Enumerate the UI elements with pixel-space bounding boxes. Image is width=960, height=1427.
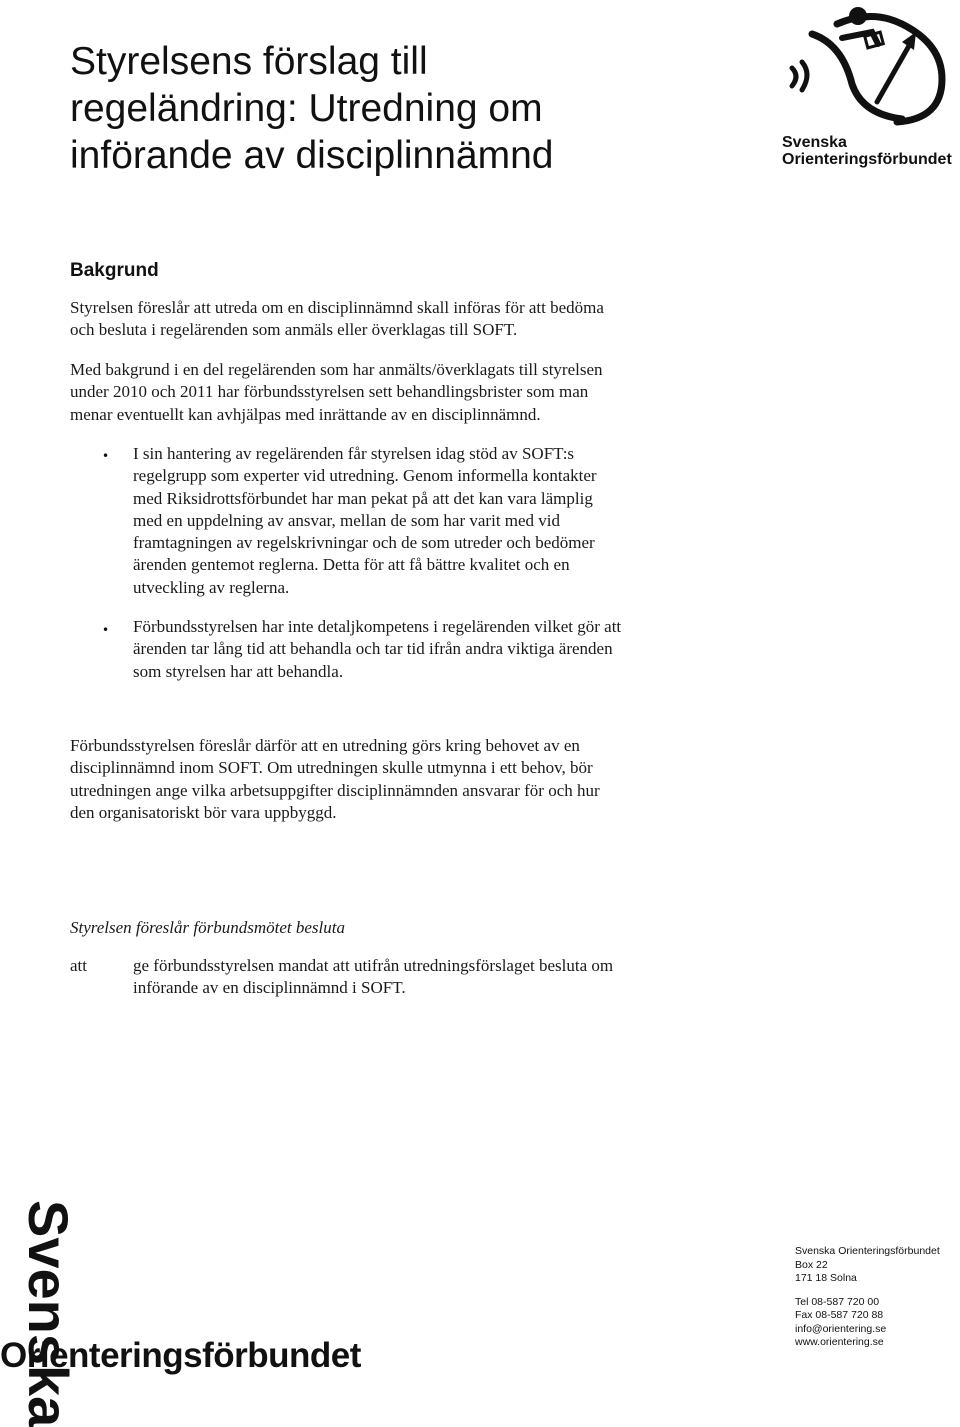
text-line: utveckling av reglerna. [133, 577, 290, 597]
proposal-heading: Styrelsen föreslår förbundsmötet besluta [70, 918, 345, 937]
footer-org-wordmark: Orienteringsförbundet [0, 1336, 361, 1375]
org-logo [780, 4, 960, 174]
footer-contact-block [795, 1245, 960, 1350]
section-heading: Bakgrund [70, 260, 159, 281]
email: info@orientering.se [795, 1322, 887, 1335]
bullet-item-2 [133, 616, 773, 683]
title-line: införande av disciplinnämnd [70, 134, 554, 177]
text-line: disciplinnämnd inom SOFT. Om utredningen skulle utmynna i ett behov, bör [70, 758, 593, 778]
org-name: Svenska Orienteringsförbundet [795, 1245, 940, 1257]
proposal-keyword: att [70, 956, 87, 975]
text-line: under 2010 och 2011 har förbundsstyrelsen sett behandlingsbrister som man [70, 382, 589, 402]
text-line: menar eventuellt kan avhjälpas med inrättande av en disciplinnämnd. [70, 404, 541, 424]
text-line: regelgrupp som experter vid utredning. Genom informella kontakter [133, 466, 597, 486]
text-line: med Riksidrottsförbundet har man pekat på att det kan vara lämplig [133, 488, 593, 508]
footer-vertical-wordmark: Svenska [17, 1200, 80, 1427]
logo-line: Orienteringsförbundet [782, 151, 952, 168]
text-line: Med bakgrund i en del regelärenden som har anmälts/överklagats till styrelsen [70, 360, 603, 379]
text-line: den organisatoriskt bör vara uppbyggd. [70, 802, 337, 822]
text-line: framtagningen av regelskrivningar och de som utreder och bedömer [133, 533, 595, 553]
spacer [795, 1286, 960, 1296]
bullet-marker: • [102, 623, 110, 637]
title-line: Styrelsens förslag till [70, 40, 428, 83]
bullet-item-1 [133, 443, 773, 599]
phone: Tel 08-587 720 00 [795, 1295, 880, 1308]
text-line: ärenden tar lång tid att behandla och tar tid ifrån andra viktiga ärenden [133, 639, 613, 659]
title-line: regeländring: Utredning om [70, 87, 543, 130]
logo-wordmark [782, 134, 952, 168]
text-line: Styrelsen föreslår att utreda om en disciplinnämnd skall införas för att bedöma [70, 298, 604, 317]
paragraph-proposal-reason [70, 735, 710, 824]
bullet-marker: • [102, 449, 110, 463]
text-line: Förbundsstyrelsen föreslår därför att en utredning görs kring behovet av en [70, 736, 580, 755]
text-line: införande av en disciplinnämnd i SOFT. [133, 978, 406, 998]
fax: Fax 08-587 720 88 [795, 1309, 884, 1321]
text-line: med en uppdelning av ansvar, mellan de som har varit med vid [133, 510, 561, 530]
paragraph-intro [70, 297, 710, 342]
text-line: I sin hantering av regelärenden får styrelsen idag stöd av SOFT:s [133, 444, 575, 463]
text-line: utredningen ange vilka arbetsuppgifter disciplinnämnden ansvarar för och hur [70, 780, 600, 800]
text-line: som styrelsen har att behandla. [133, 661, 344, 681]
website: www.orientering.se [795, 1336, 884, 1348]
text-line: Förbundsstyrelsen har inte detaljkompetens i regelärenden vilket gör att [133, 617, 622, 636]
postal-city: 171 18 Solna [795, 1272, 857, 1284]
proposal-text [133, 955, 773, 1000]
logo-line: Svenska [782, 134, 847, 151]
orienteering-runner-compass-icon [782, 4, 957, 129]
page-title [70, 38, 710, 179]
text-line: ge förbundsstyrelsen mandat att utifrån utredningsförslaget besluta om [133, 956, 614, 975]
postal-box: Box 22 [795, 1258, 828, 1271]
text-line: och besluta i regelärenden som anmäls eller överklagas till SOFT. [70, 320, 518, 340]
paragraph-background [70, 359, 710, 426]
text-line: ärenden gentemot reglerna. Detta för att få bättre kvalitet och en [133, 555, 570, 575]
